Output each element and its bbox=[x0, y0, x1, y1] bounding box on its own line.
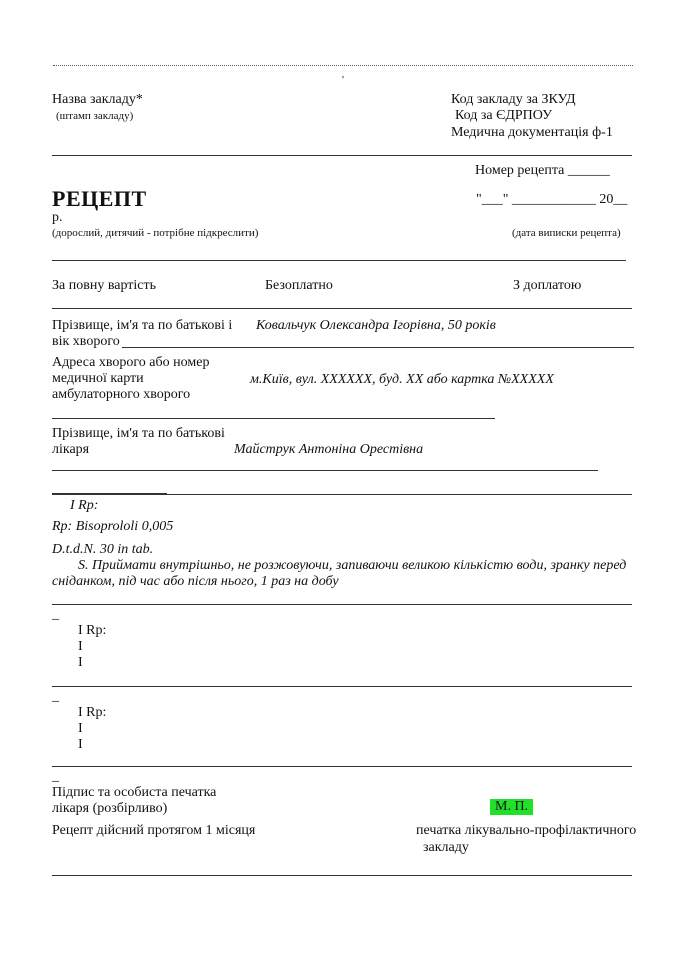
patient-address-label-2: медичної карти bbox=[52, 371, 144, 386]
payment-free-label: Безоплатно bbox=[265, 278, 333, 293]
doctor-name-value: Майструк Антоніна Орестівна bbox=[234, 442, 424, 457]
recipe-title: РЕЦЕПТ bbox=[52, 186, 147, 211]
recipe-number-label: Номер рецепта ______ bbox=[475, 163, 610, 178]
divider bbox=[52, 766, 632, 767]
divider-bold bbox=[52, 493, 167, 495]
patient-address-label-3: амбулаторного хворого bbox=[52, 387, 191, 402]
code-edrpou-label: Код за ЄДРПОУ bbox=[455, 108, 553, 123]
patient-address-value: м.Київ, вул. ХХХХХХ, буд. ХХ або картка №ХХХХХ bbox=[250, 372, 554, 387]
doctor-signature-label: Підпис та особиста печатка bbox=[52, 785, 217, 800]
validity-note: Рецепт дійсний протягом 1 місяця bbox=[52, 823, 256, 838]
rx1-rp: I Rp: bbox=[70, 498, 99, 513]
rx1-sig-2: сніданком, під час або після нього, 1 раз на добу bbox=[52, 574, 339, 589]
payment-full-label: За повну вартість bbox=[52, 278, 157, 293]
rx2-rp: I Rp: bbox=[78, 623, 107, 638]
rx3-line-1: I bbox=[78, 721, 83, 736]
patient-name-label-2: вік хворого bbox=[52, 334, 120, 349]
rx1-dtd: D.t.d.N. 30 in tab. bbox=[52, 542, 154, 557]
rx3-rp: I Rp: bbox=[78, 705, 107, 720]
rx2-line-1: I bbox=[78, 639, 83, 654]
institution-seal-label-2: закладу bbox=[423, 840, 469, 855]
payment-copay-label: З доплатою bbox=[513, 278, 582, 293]
rx3-line-2: I bbox=[78, 737, 83, 752]
divider bbox=[52, 604, 632, 605]
rx1-sig: S. Приймати внутрішньо, не розжовуючи, запиваючи великою кількістю води, зранку перед bbox=[78, 558, 627, 573]
institution-seal-label: печатка лікувально-профілактичного bbox=[416, 823, 637, 838]
divider bbox=[52, 470, 598, 471]
divider bbox=[167, 494, 632, 495]
divider bbox=[52, 686, 632, 687]
med-doc-label: Медична документація ф-1 bbox=[451, 125, 613, 140]
divider bbox=[52, 875, 632, 876]
mp-stamp-mark: М. П. bbox=[490, 799, 533, 815]
patient-address-label: Адреса хворого або номер bbox=[52, 355, 210, 370]
rx2-dash: _ bbox=[52, 607, 59, 622]
stamp-mark: ' bbox=[342, 74, 344, 86]
recipe-date-line: "___" ____________ 20__ bbox=[476, 192, 628, 207]
footer-dash: _ bbox=[52, 769, 59, 784]
top-dotted-line bbox=[53, 65, 633, 66]
divider bbox=[52, 155, 632, 156]
doctor-name-label-2: лікаря bbox=[52, 442, 90, 457]
doctor-name-label: Прізвище, ім'я та по батькові bbox=[52, 426, 225, 441]
patient-name-underline bbox=[122, 347, 634, 348]
divider bbox=[52, 260, 626, 261]
date-note: (дата виписки рецепта) bbox=[512, 227, 621, 239]
stamp-note: (штамп закладу) bbox=[56, 110, 134, 122]
patient-name-value: Ковальчук Олександра Ігорівна, 50 років bbox=[256, 318, 496, 333]
rx2-line-2: I bbox=[78, 655, 83, 670]
code-zkud-label: Код закладу за ЗКУД bbox=[451, 92, 576, 107]
divider bbox=[52, 308, 632, 309]
doctor-signature-label-2: лікаря (розбірливо) bbox=[52, 801, 168, 816]
adult-child-note: (дорослий, дитячий - потрібне підкреслити) bbox=[52, 227, 259, 239]
rx1-drug: Rp: Bisoprololi 0,005 bbox=[52, 519, 174, 534]
divider bbox=[52, 418, 495, 419]
patient-name-label: Прізвище, ім'я та по батькові і bbox=[52, 318, 233, 333]
year-mark: р. bbox=[52, 210, 63, 225]
institution-name-label: Назва закладу* bbox=[52, 92, 143, 107]
rx3-dash: _ bbox=[52, 689, 59, 704]
